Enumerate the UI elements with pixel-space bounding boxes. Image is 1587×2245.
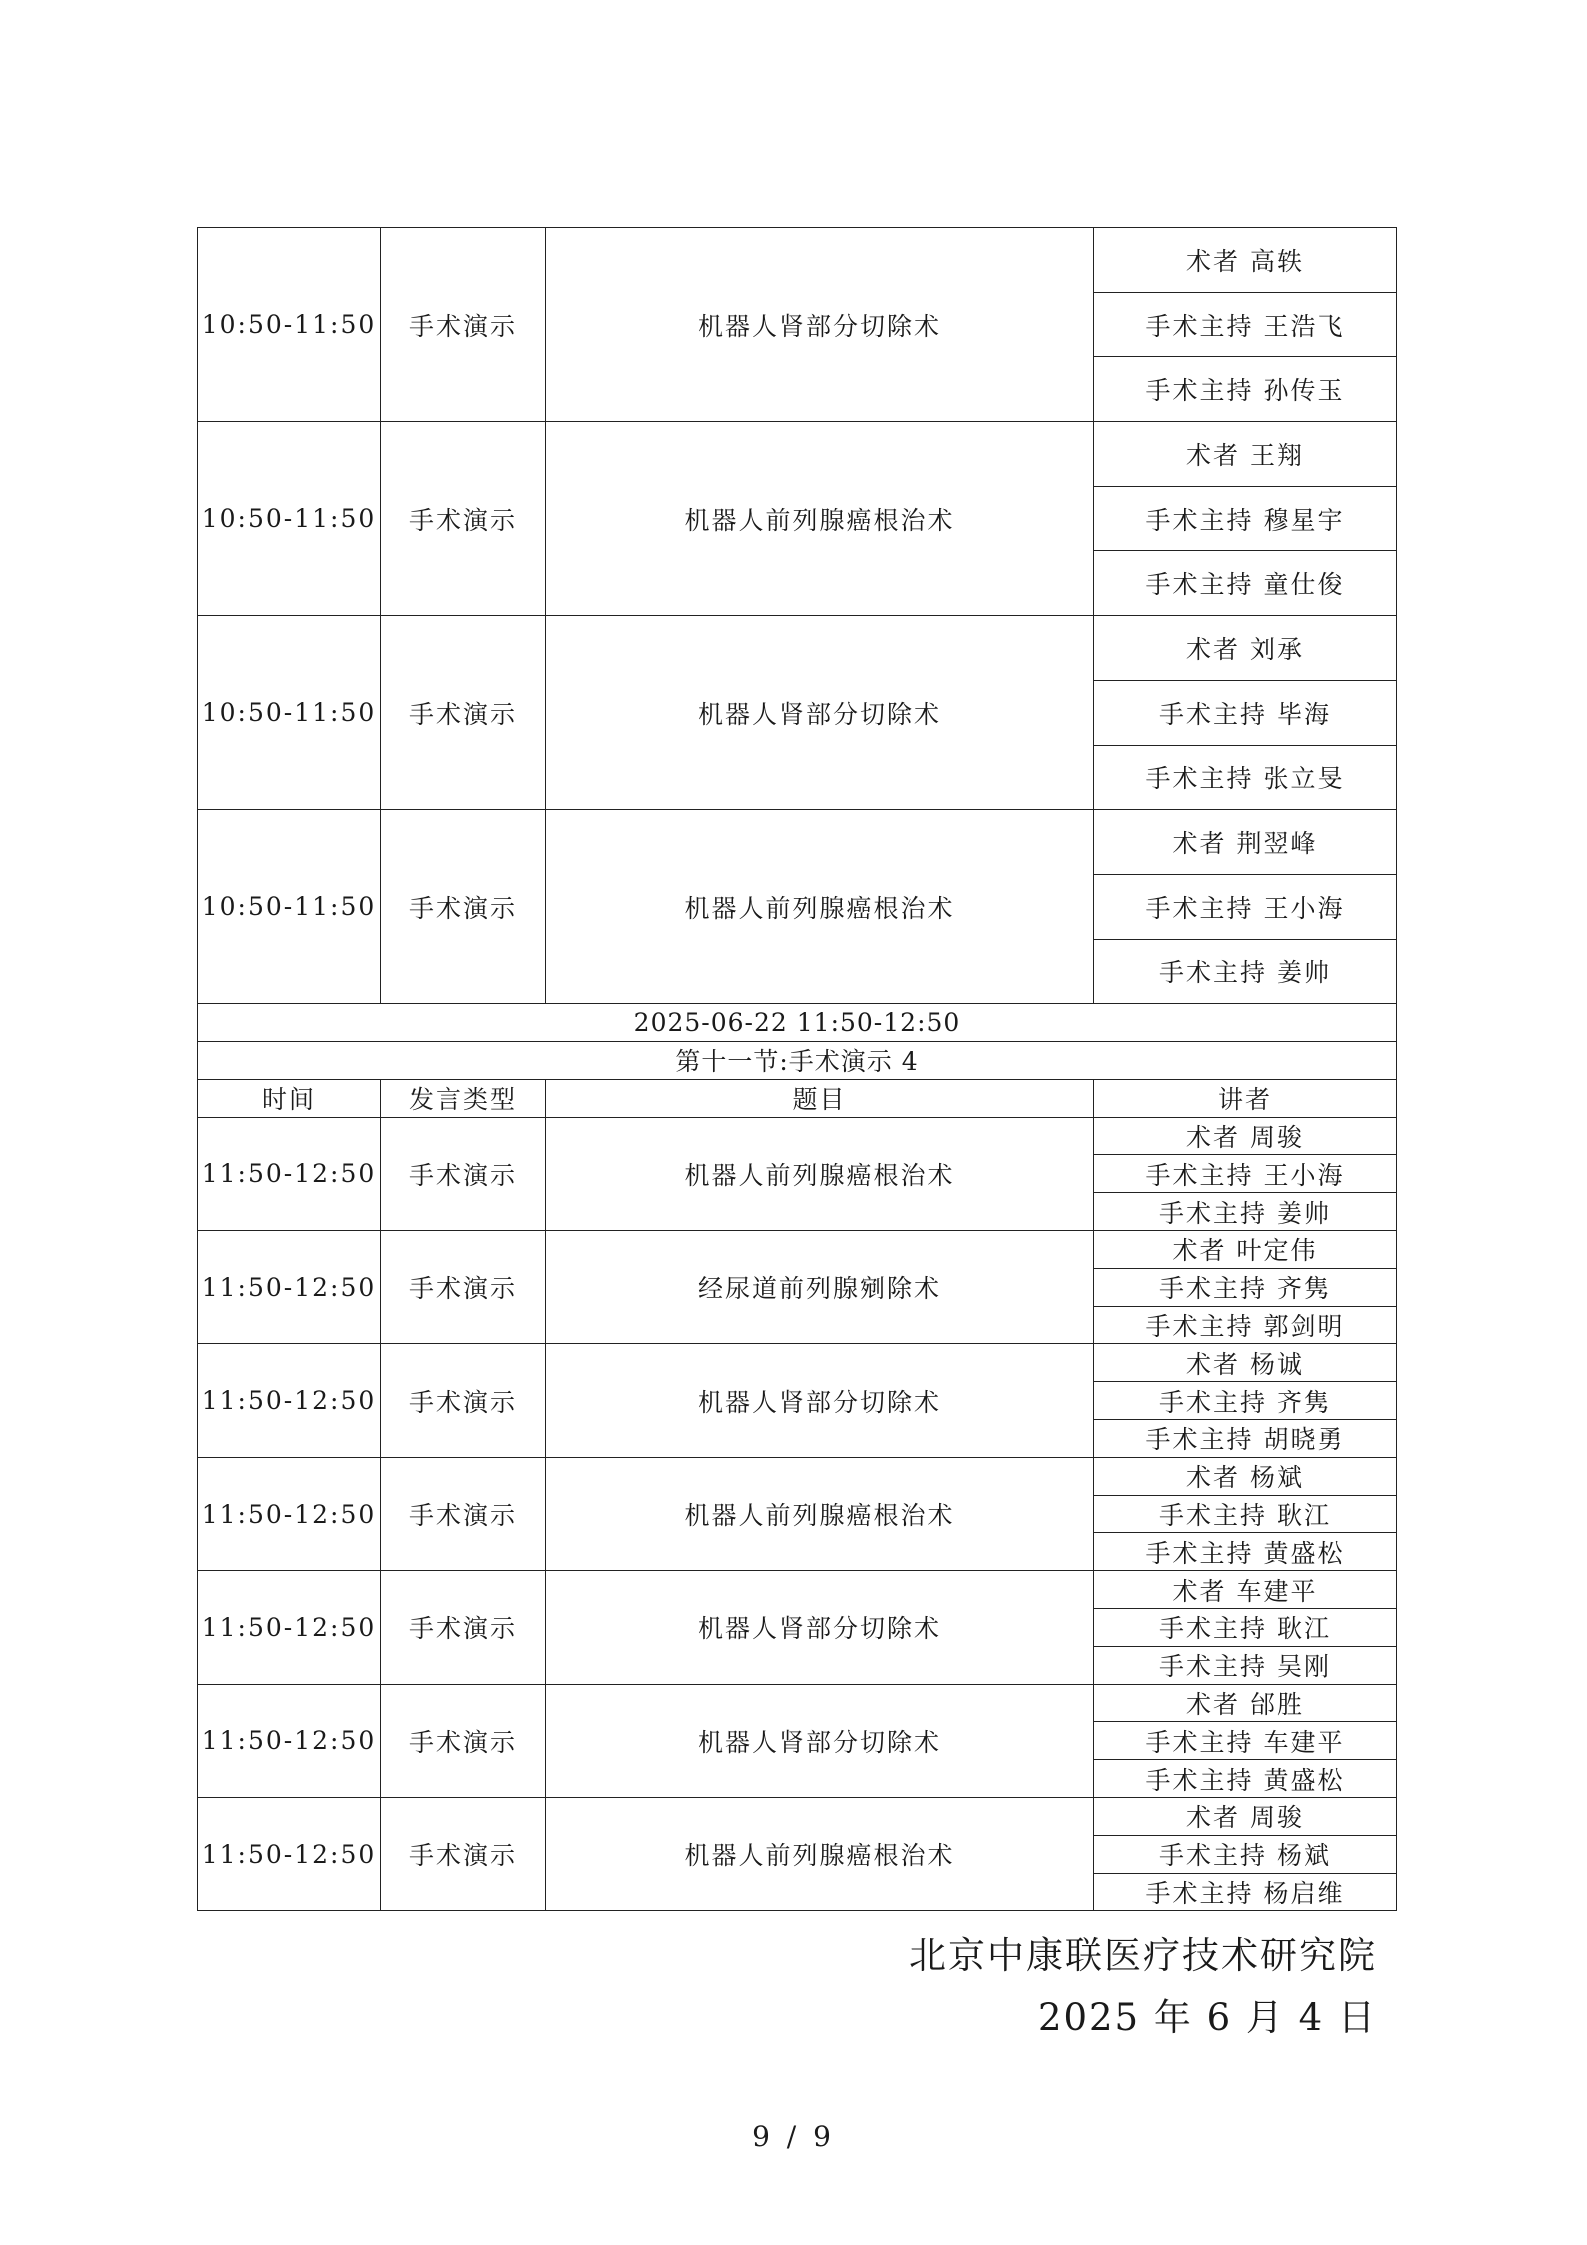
table-row bbox=[198, 228, 1397, 293]
speaker-cell: 术者 叶定伟 bbox=[1094, 1231, 1397, 1269]
time-cell: 10:50-11:50 bbox=[198, 810, 381, 1004]
speaker-cell: 手术主持 姜帅 bbox=[1094, 939, 1397, 1004]
table-row bbox=[198, 422, 1397, 487]
table-row bbox=[198, 1457, 1397, 1495]
speaker-cell: 手术主持 耿江 bbox=[1094, 1495, 1397, 1533]
speaker-cell: 术者 周骏 bbox=[1094, 1797, 1397, 1835]
speaker-cell: 术者 周骏 bbox=[1094, 1117, 1397, 1155]
session-datetime: 2025-06-22 11:50-12:50 bbox=[198, 1004, 1397, 1042]
speaker-cell: 术者 杨诚 bbox=[1094, 1344, 1397, 1382]
table-row bbox=[198, 1344, 1397, 1382]
speaker-cell: 手术主持 黄盛松 bbox=[1094, 1760, 1397, 1798]
speaker-cell: 手术主持 王浩飞 bbox=[1094, 292, 1397, 357]
table-row bbox=[198, 810, 1397, 875]
speaker-cell: 手术主持 车建平 bbox=[1094, 1722, 1397, 1760]
header-type: 发言类型 bbox=[381, 1079, 546, 1117]
header-speaker: 讲者 bbox=[1094, 1079, 1397, 1117]
type-cell: 手术演示 bbox=[381, 1571, 546, 1684]
type-cell: 手术演示 bbox=[381, 1684, 546, 1797]
type-cell: 手术演示 bbox=[381, 1797, 546, 1910]
type-cell: 手术演示 bbox=[381, 1457, 546, 1570]
organization-name: 北京中康联医疗技术研究院 bbox=[909, 1934, 1377, 1977]
session-title: 第十一节:手术演示 4 bbox=[198, 1042, 1397, 1080]
time-cell: 11:50-12:50 bbox=[198, 1344, 381, 1457]
speaker-cell: 手术主持 齐隽 bbox=[1094, 1382, 1397, 1420]
table-row bbox=[198, 616, 1397, 681]
title-cell: 机器人前列腺癌根治术 bbox=[546, 810, 1094, 1004]
title-cell: 机器人肾部分切除术 bbox=[546, 616, 1094, 810]
speaker-cell: 术者 车建平 bbox=[1094, 1571, 1397, 1609]
type-cell: 手术演示 bbox=[381, 1344, 546, 1457]
speaker-cell: 手术主持 郭剑明 bbox=[1094, 1306, 1397, 1344]
schedule-table bbox=[197, 227, 1397, 1911]
table-row bbox=[198, 1117, 1397, 1155]
speaker-cell: 手术主持 黄盛松 bbox=[1094, 1533, 1397, 1571]
type-cell: 手术演示 bbox=[381, 1117, 546, 1230]
time-cell: 10:50-11:50 bbox=[198, 422, 381, 616]
time-cell: 11:50-12:50 bbox=[198, 1684, 381, 1797]
speaker-cell: 手术主持 毕海 bbox=[1094, 680, 1397, 745]
type-cell: 手术演示 bbox=[381, 228, 546, 422]
document-date: 2025 年 6 月 4 日 bbox=[1037, 1996, 1377, 2039]
table-row bbox=[198, 1571, 1397, 1609]
time-cell: 11:50-12:50 bbox=[198, 1797, 381, 1910]
speaker-cell: 手术主持 杨斌 bbox=[1094, 1835, 1397, 1873]
title-cell: 机器人前列腺癌根治术 bbox=[546, 422, 1094, 616]
type-cell: 手术演示 bbox=[381, 422, 546, 616]
speaker-cell: 术者 刘承 bbox=[1094, 616, 1397, 681]
header-title: 题目 bbox=[546, 1079, 1094, 1117]
speaker-cell: 术者 王翔 bbox=[1094, 422, 1397, 487]
title-cell: 机器人肾部分切除术 bbox=[546, 1571, 1094, 1684]
speaker-cell: 术者 杨斌 bbox=[1094, 1457, 1397, 1495]
time-cell: 10:50-11:50 bbox=[198, 616, 381, 810]
title-cell: 机器人肾部分切除术 bbox=[546, 228, 1094, 422]
title-cell: 机器人前列腺癌根治术 bbox=[546, 1797, 1094, 1910]
time-cell: 11:50-12:50 bbox=[198, 1571, 381, 1684]
time-cell: 11:50-12:50 bbox=[198, 1117, 381, 1230]
time-cell: 11:50-12:50 bbox=[198, 1457, 381, 1570]
speaker-cell: 手术主持 张立旻 bbox=[1094, 745, 1397, 810]
speaker-cell: 手术主持 杨启维 bbox=[1094, 1873, 1397, 1911]
speaker-cell: 手术主持 耿江 bbox=[1094, 1609, 1397, 1647]
table-row bbox=[198, 1684, 1397, 1722]
type-cell: 手术演示 bbox=[381, 810, 546, 1004]
title-cell: 机器人肾部分切除术 bbox=[546, 1684, 1094, 1797]
time-cell: 10:50-11:50 bbox=[198, 228, 381, 422]
title-cell: 机器人前列腺癌根治术 bbox=[546, 1117, 1094, 1230]
session-title-row bbox=[198, 1042, 1397, 1080]
time-cell: 11:50-12:50 bbox=[198, 1231, 381, 1344]
header-time: 时间 bbox=[198, 1079, 381, 1117]
title-cell: 经尿道前列腺剜除术 bbox=[546, 1231, 1094, 1344]
type-cell: 手术演示 bbox=[381, 1231, 546, 1344]
title-cell: 机器人肾部分切除术 bbox=[546, 1344, 1094, 1457]
speaker-cell: 手术主持 王小海 bbox=[1094, 1155, 1397, 1193]
speaker-cell: 术者 邰胜 bbox=[1094, 1684, 1397, 1722]
speaker-cell: 手术主持 童仕俊 bbox=[1094, 551, 1397, 616]
session-datetime-row bbox=[198, 1004, 1397, 1042]
title-cell: 机器人前列腺癌根治术 bbox=[546, 1457, 1094, 1570]
type-cell: 手术演示 bbox=[381, 616, 546, 810]
speaker-cell: 手术主持 王小海 bbox=[1094, 874, 1397, 939]
speaker-cell: 手术主持 胡晓勇 bbox=[1094, 1420, 1397, 1458]
speaker-cell: 术者 高轶 bbox=[1094, 228, 1397, 293]
speaker-cell: 手术主持 穆星宇 bbox=[1094, 486, 1397, 551]
table-row bbox=[198, 1231, 1397, 1269]
page-number: 9 / 9 bbox=[752, 2120, 835, 2153]
table-row bbox=[198, 1797, 1397, 1835]
speaker-cell: 手术主持 孙传玉 bbox=[1094, 357, 1397, 422]
speaker-cell: 术者 荆翌峰 bbox=[1094, 810, 1397, 875]
header-row bbox=[198, 1079, 1397, 1117]
speaker-cell: 手术主持 齐隽 bbox=[1094, 1268, 1397, 1306]
speaker-cell: 手术主持 姜帅 bbox=[1094, 1193, 1397, 1231]
speaker-cell: 手术主持 吴刚 bbox=[1094, 1646, 1397, 1684]
